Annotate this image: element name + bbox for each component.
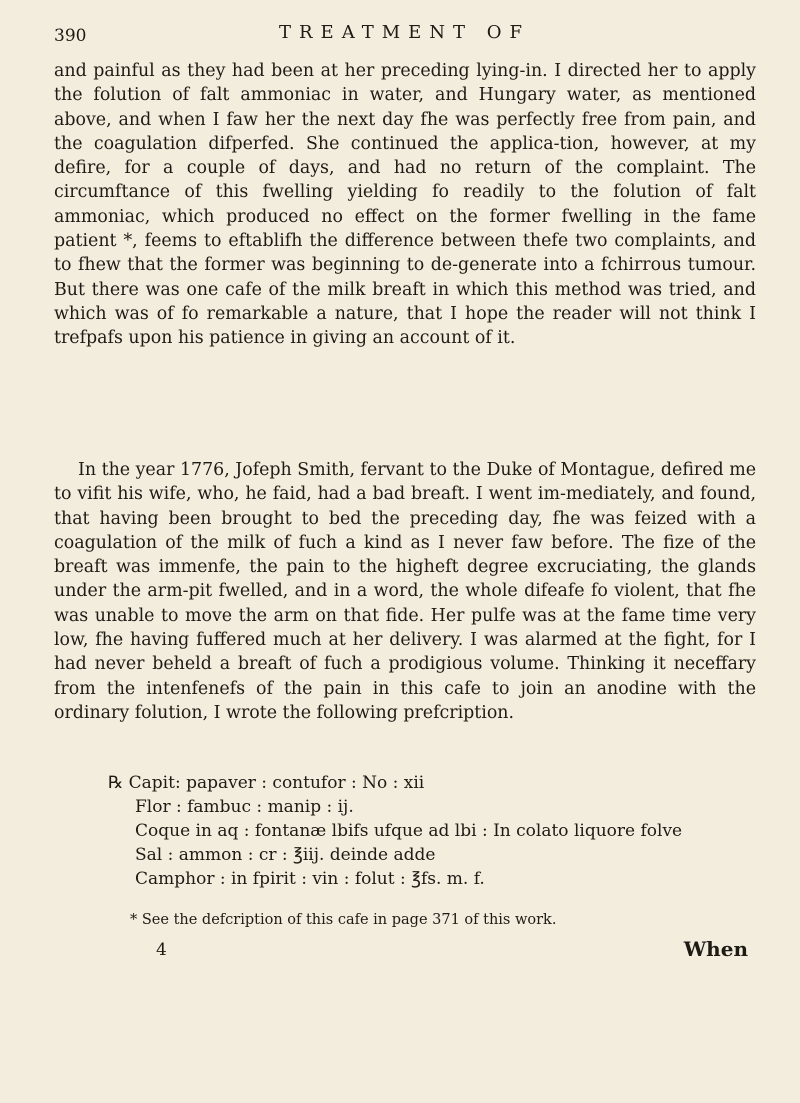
catchword: When (683, 937, 748, 961)
prescription (108, 771, 758, 891)
prescription-line: Camphor : in fpirit : vin : folut : ℥fs. m. f. (135, 869, 485, 889)
prescription-line: Sal : ammon : cr : ℥iij. deinde adde (135, 845, 436, 865)
signature-mark: 4 (156, 940, 167, 960)
prescription-line: ℞ Capit: papaver : contufor : No : xii (108, 773, 425, 793)
page-header (54, 22, 754, 52)
paragraph-case-history: In the year 1776, Jofeph Smith, fervant to the Duke of Montague, defired me to vifit his wife, who, he faid, had a bad breaft. I went im-mediately, and found, that having been brought to bed the preceding day, fhe was feized with a coagulation of the milk of fuch a kind as I never faw before. The fize of the breaft was immenfe, the pain to the higheft degree excruciating, the glands under the arm-pit fwelled, and in a word, the whole difeafe fo violent, that fhe was unable to move the arm on that fide. Her pulfe was at the fame time very low, fhe having fuffered much at her delivery. I was alarmed at the fight, for I had never beheld a breaft of fuch a prodigious volume. Thinking it neceffary from the intenfenefs of the pain in this cafe to join an anodine with the ordinary folution, I wrote the following prefcription. (54, 460, 756, 723)
page-number: 390 (54, 26, 87, 46)
footnote: * See the defcription of this cafe in page 371 of this work. (130, 912, 557, 928)
paragraph-continuation: and painful as they had been at her preceding lying-in. I directed her to apply the folution of falt ammoniac in water, and Hungary water, as mentioned above, and when I faw her the next day fhe was perfectly free from pain, and the coagulation difperfed. She continued the applica-tion, however, at my defire, for a couple of days, and had no return of the complaint. The circumftance of this fwelling yielding fo readily to the folution of falt ammoniac, which produced no effect on the former fwelling in the fame patient *, feems to eftablifh the difference between thefe two complaints, and to fhew that the former was beginning to de-generate into a fchirrous tumour. But there was one cafe of the milk breaft in which this method was tried, and which was of fo remarkable a nature, that I hope the reader will not think I trefpafs upon his patience in giving an account of it. (54, 61, 756, 349)
running-title: TREATMENT OF (279, 22, 531, 43)
prescription-line: Flor : fambuc : manip : ij. (135, 797, 354, 817)
prescription-line: Coque in aq : fontanæ lbifs ufque ad lbi : In colato liquore folve (135, 821, 683, 841)
